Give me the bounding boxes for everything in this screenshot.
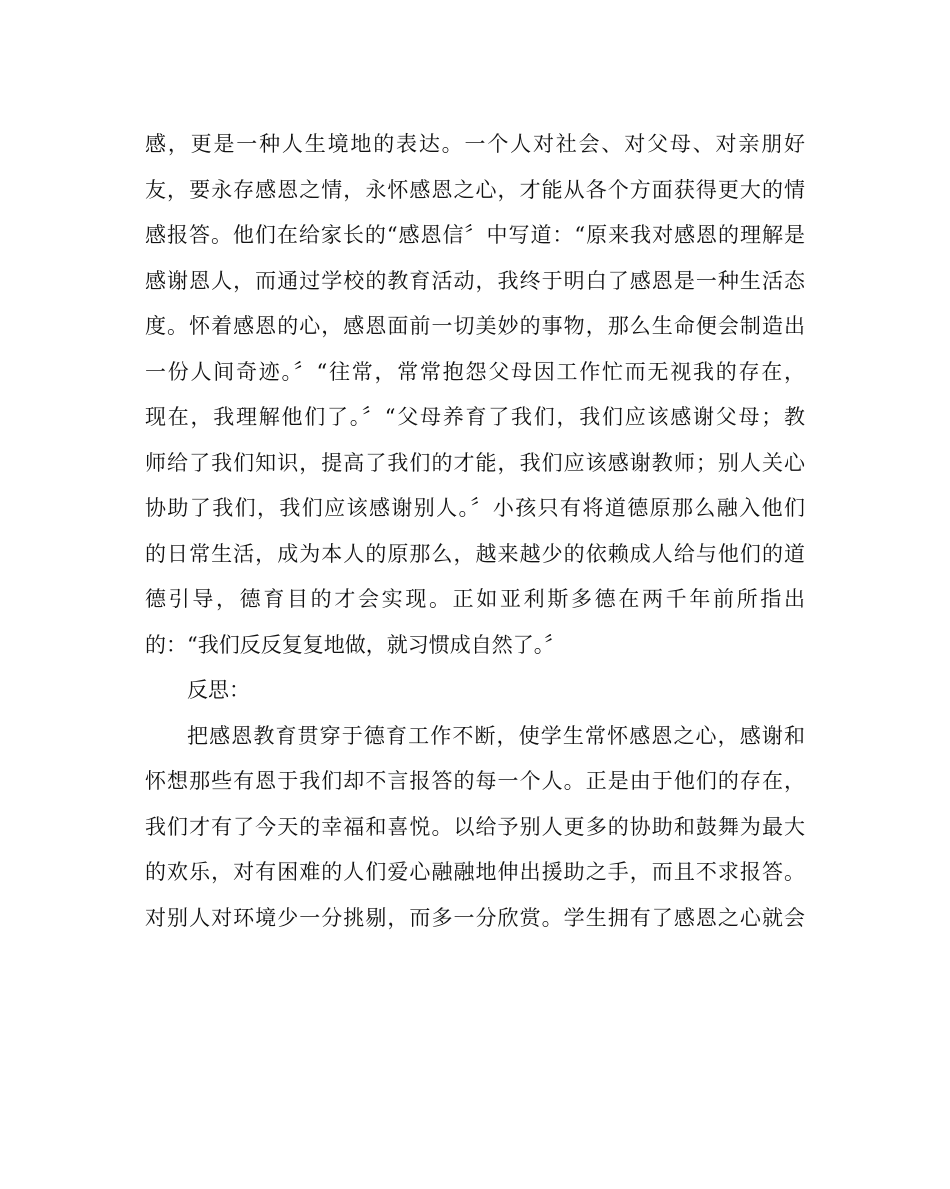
heading-text: 反思： (187, 678, 250, 702)
text-line: 对别人对环境少一分挑剔，而多一分欣赏。学生拥有了感恩之心就会 (145, 905, 805, 930)
text-line: 的欢乐，对有困难的人们爱心融融地伸出援助之手，而且不求报答。 (145, 860, 805, 884)
paragraph-gratitude-letter (145, 122, 805, 668)
text-line: 友，要永存感恩之情，永怀感恩之心，才能从各个方面获得更大的情 (145, 177, 805, 202)
text-line: 的：“我们反反复复地做，就习惯成自然了。〞 (145, 632, 566, 657)
paragraph-reflection (145, 714, 805, 942)
text-line: 现在，我理解他们了。〞“父母养育了我们，我们应该感谢父母；教 (145, 405, 805, 429)
text-line: 感，更是一种人生境地的表达。一个人对社会、对父母、对亲朋好 (145, 132, 805, 156)
text-line: 感谢恩人，而通过学校的教育活动，我终于明白了感恩是一种生活态 (145, 268, 805, 293)
text-line: 感报答。他们在给家长的“感恩信〞中写道：“原来我对感恩的理解是 (145, 223, 805, 247)
text-line: 怀想那些有恩于我们却不言报答的每一个人。正是由于他们的存在， (145, 769, 805, 793)
text-line: 度。怀着感恩的心，感恩面前一切美妙的事物，那么生命便会制造出 (145, 314, 805, 338)
text-line: 把感恩教育贯穿于德育工作不断，使学生常怀感恩之心，感谢和 (187, 723, 805, 748)
text-line: 的日常生活，成为本人的原那么，越来越少的依赖成人给与他们的道 (145, 541, 805, 566)
document-body (145, 122, 805, 941)
text-line: 德引导，德育目的才会实现。正如亚利斯多德在两千年前所指出 (145, 587, 805, 611)
section-heading-reflection (145, 668, 805, 714)
text-line: 我们才有了今天的幸福和喜悦。以给予别人更多的协助和鼓舞为最大 (145, 814, 805, 839)
text-line: 师给了我们知识，提高了我们的才能，我们应该感谢教师；别人关心 (145, 450, 805, 475)
text-line: 协助了我们，我们应该感谢别人。〞小孩只有将道德原那么融入他们 (145, 496, 805, 520)
text-line: 一份人间奇迹。〞“往常，常常抱怨父母因工作忙而无视我的存在， (145, 359, 805, 384)
